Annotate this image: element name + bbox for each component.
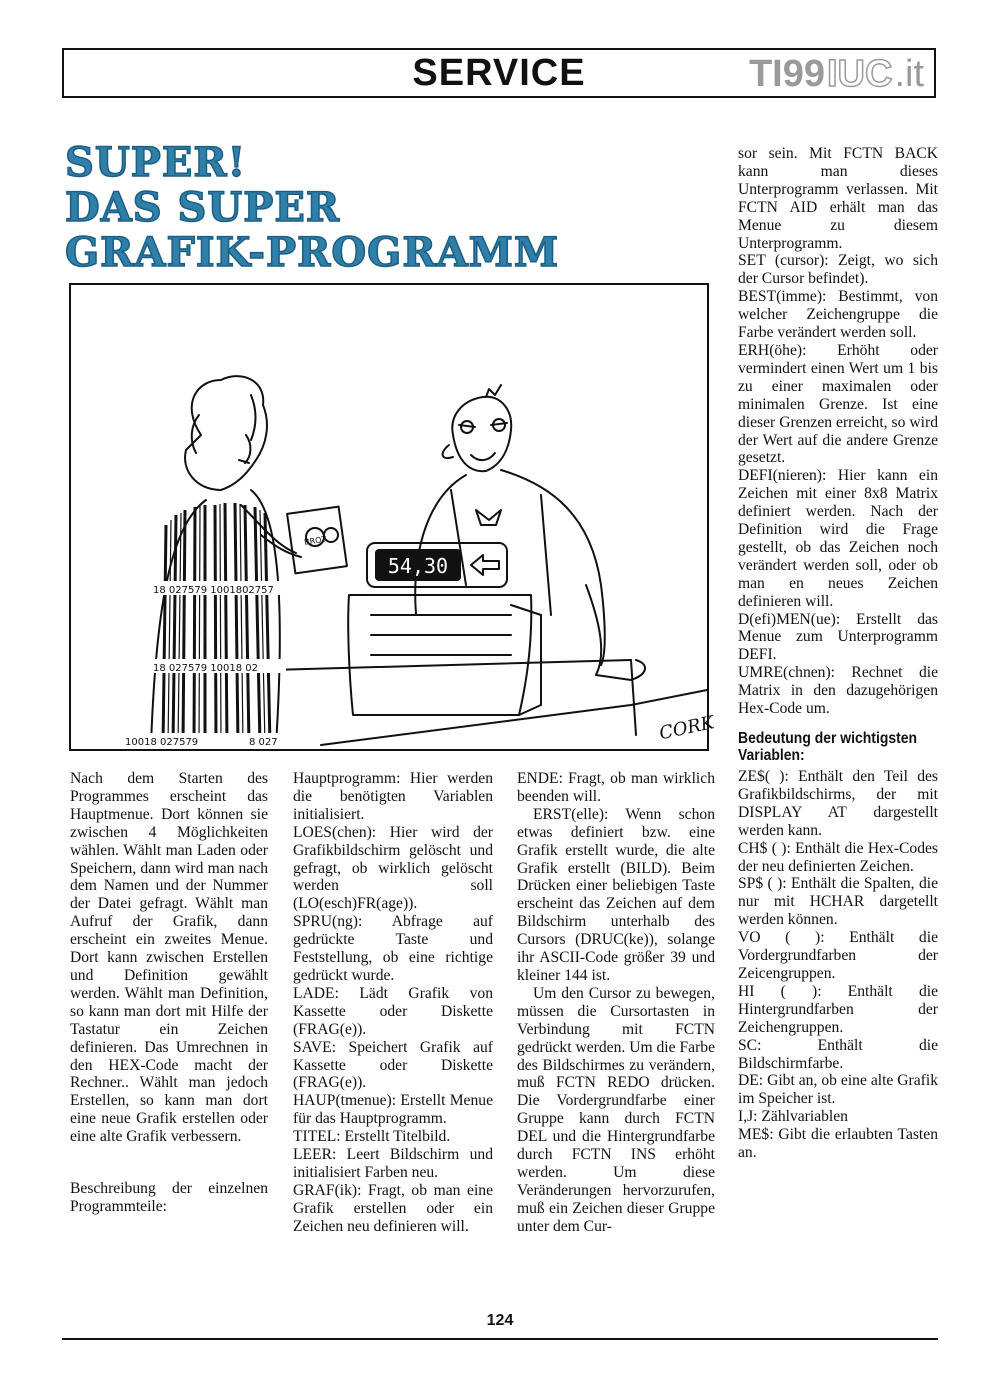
- variables-subheading: Bedeutung der wichtigsten Variablen:: [738, 730, 918, 764]
- entry-umrechnen: UMRE(chnen): Rechnet die Matrix in den dazugehörigen Hex-Code um.: [738, 664, 938, 718]
- entry-lade: LADE: Lädt Grafik von Kassette oder Diskette (FRAG(e)).: [293, 984, 493, 1038]
- barcode-label-top: 18 027579 1001802757: [153, 585, 274, 596]
- entry-ende: ENDE: Fragt, ob man wirklich beenden will.: [517, 770, 715, 805]
- cursor-paragraph: Um den Cursor zu bewegen, müssen die Cursortasten in Verbindung mit FCTN gedrückt werden. Um die Farbe des Bildschirmes zu verändern, muß FCTN REDO drücken. Die Vordergrundfarbe einer Gruppe kann durch FCTN DEL und die Hintergrundfarbe durch FCTN INS erhöht werden. Um diese Veränderungen hervorzurufen, muß ein Zeichen dieser Gruppe unter dem Cur-: [517, 984, 715, 1235]
- cereal-box-brand: BROT: [303, 534, 327, 547]
- variable-ij: I,J: Zählvariablen: [738, 1108, 848, 1126]
- text-column-2: [293, 770, 493, 1236]
- header-box: [62, 48, 936, 98]
- headline-line-3: GRAFIK-PROGRAMM: [65, 229, 560, 276]
- barcode-label-middle: 18 027579 10018 02: [153, 663, 258, 674]
- entry-loeschen: LOES(chen): Hier wird der Grafikbildschirm gelöscht und gefragt, ob wirklich gelöscht werden soll (LO(esch)FR(age)).: [293, 823, 493, 913]
- entry-definieren: DEFI(nieren): Hier kann ein Zeichen mit einer 8x8 Matrix definiert werden. Nach der Definition wird die Frage gestellt, ob das Zeichen noch verändert werden soll, oder ob man en neues Zeichen definieren will.: [738, 467, 938, 610]
- entry-grafik: GRAF(ik): Fragt, ob man eine Grafik erstellen oder ein Zeichen neu definieren will.: [293, 1181, 493, 1235]
- cartoon-illustration: [69, 283, 717, 751]
- variable-sc: SC: Enthält die Bildschirmfarbe.: [738, 1036, 938, 1072]
- logo-part-it: .it: [894, 53, 924, 95]
- text-column-3: [517, 770, 715, 1236]
- site-logo: [749, 54, 924, 94]
- variable-ch: CH$ ( ): Enthält die Hex-Codes der neu definierten Zeichen.: [738, 839, 938, 875]
- variable-de: DE: Gibt an, ob eine alte Grafik im Speicher ist.: [738, 1072, 938, 1108]
- entry-hauptprogramm: Hauptprogramm: Hier werden die benötigten Variablen initialisiert.: [293, 770, 493, 823]
- artist-signature: CORK: [657, 712, 717, 745]
- cartoon-price: 54,30: [387, 554, 449, 578]
- barcode-label-bottom: 10018 027579: [125, 737, 199, 748]
- cursor-paragraph-continued: sor sein. Mit FCTN BACK kann man dieses Unterprogramm verlassen. Mit FCTN AID erhält man das Menue zu diesem Unterprogramm.: [738, 145, 938, 252]
- section-title: SERVICE: [412, 52, 586, 94]
- article-headline: [65, 140, 715, 275]
- logo-part-ti99: TI99: [748, 53, 825, 95]
- entry-hauptmenue: HAUP(tmenue): Erstellt Menue für das Hauptprogramm.: [293, 1092, 493, 1128]
- intro-paragraph: Nach dem Starten des Programmes erscheint das Hauptmenue. Dort können sie zwischen 4 Möglichkeiten wählen. Wählt man Laden oder Speichern, dann wird man nach dem Namen und der Nummer der Datei gefragt. Wählt man Aufruf der Grafik, dann erscheint ein zweites Menue. Dort kann zwischen Erstellen und Definition gewählt werden. Wählt man Definition, so kann man dort mit Hilfe der Tastatur ein Zeichen definieren. Das Umrechnen in den HEX-Code macht der Rechner.. Wählt man jedoch Erstellen, so kann man dort eine neue Grafik erstellen oder eine alte Grafik verbessern.: [70, 770, 268, 1146]
- headline-line-2: DAS SUPER: [65, 184, 341, 231]
- variable-ze: ZE$( ): Enthält den Teil des Grafikbildschirms, der mit DISPLAY AT dargestellt werden kann.: [738, 768, 938, 839]
- variable-sp: SP$ ( ): Enthält die Spalten, die nur mit HCHAR dargetellt werden können.: [738, 875, 938, 929]
- page-number: 124: [486, 1312, 514, 1329]
- entry-titel: TITEL: Erstellt Titelbild.: [293, 1128, 451, 1146]
- cartoon-drawing: [71, 285, 717, 749]
- variable-me: ME$: Gibt die erlaubten Tasten an.: [738, 1126, 938, 1162]
- entry-erhoehe: ERH(öhe): Erhöht oder vermindert einen Wert um 1 bis zu einer maximalen oder minimalen Grenze. Ist eine dieser Grenzen erreicht, so wird der Wert auf die andere Grenze gesetzt.: [738, 341, 938, 467]
- entry-erstelle: ERST(elle): Wenn schon etwas definiert bzw. eine Grafik erstellt wurde, die alte Grafik erstellt (BILD). Beim Drücken einer beliebigen Taste erscheint das Zeichen auf dem Bildschirm unterhalb des Cursors (DRUC(ke)), solange ihr ASCII-Code größer 39 und kleiner 144 ist.: [517, 805, 715, 984]
- entry-save: SAVE: Speichert Grafik auf Kassette oder Diskette (FRAG(e)).: [293, 1038, 493, 1092]
- headline-line-1: SUPER!: [65, 139, 247, 186]
- logo-part-iuc: IUC: [826, 53, 893, 95]
- variable-vo: VO ( ): Enthält die Vordergrundfarben der Zeicengruppen.: [738, 929, 938, 982]
- entry-leer: LEER: Leert Bildschirm und initialisiert Farben neu.: [293, 1146, 493, 1181]
- entry-sprung: SPRU(ng): Abfrage auf gedrückte Taste und Feststellung, ob eine richtige gedrückt wurde.: [293, 913, 493, 984]
- program-parts-heading: Beschreibung der einzelnen Programmteile:: [70, 1180, 268, 1215]
- text-column-4: [738, 145, 938, 1162]
- bottom-rule: [62, 1338, 938, 1340]
- variable-hi: HI ( ): Enthält die Hintergrundfarben der Zeichengruppen.: [738, 982, 938, 1036]
- text-column-1: [70, 770, 268, 1216]
- barcode-label-bottom-right: 8 027: [249, 737, 278, 748]
- entry-bestimme: BEST(imme): Bestimmt, von welcher Zeichengruppe die Farbe verändert werden soll.: [738, 288, 938, 342]
- entry-set: SET (cursor): Zeigt, wo sich der Cursor befindet).: [738, 252, 938, 288]
- entry-defimenue: D(efi)MEN(ue): Erstellt das Menue zum Unterprogramm DEFI.: [738, 610, 938, 664]
